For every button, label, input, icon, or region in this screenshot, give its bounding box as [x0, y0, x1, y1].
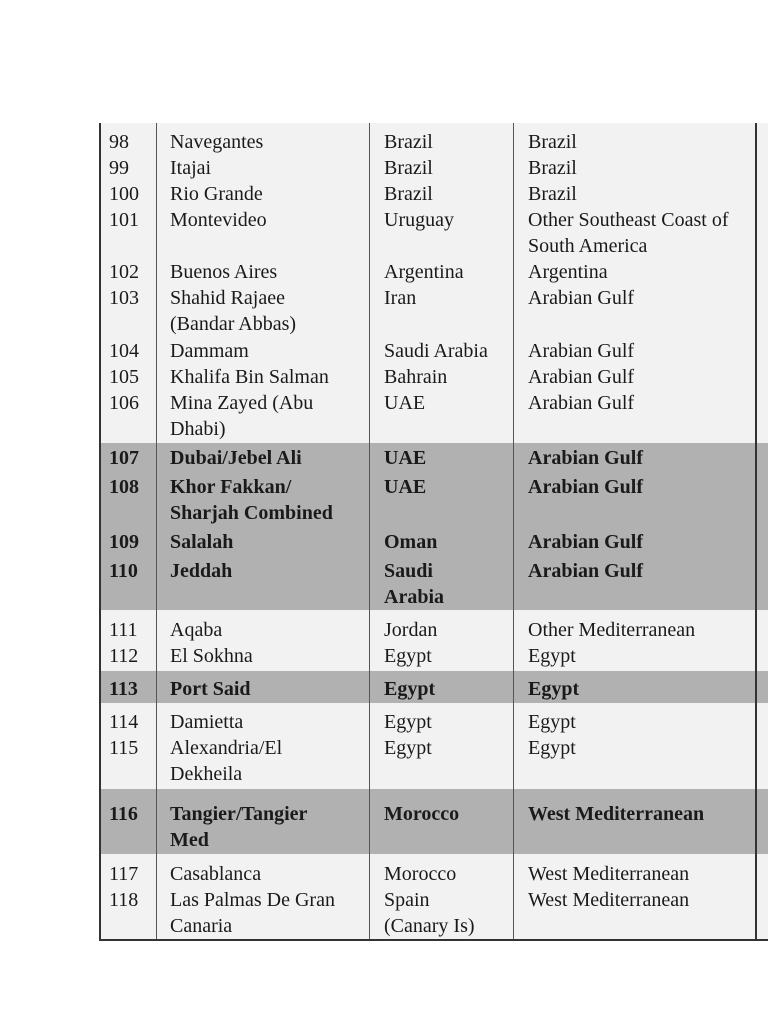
port-cell: Rio Grande	[170, 183, 263, 205]
rank-cell: 100	[109, 183, 139, 205]
rank-cell: 111	[109, 619, 138, 641]
region-cell: Arabian Gulf	[528, 340, 635, 362]
rank-cell: 110	[109, 560, 138, 582]
rank-cell: 117	[109, 863, 139, 885]
port-cell: Salalah	[170, 531, 234, 553]
rank-cell: 101	[109, 209, 139, 231]
port-cell: Mina Zayed (Abu Dhabi)	[170, 392, 314, 440]
country-cell: Egypt	[384, 645, 432, 667]
country-cell: UAE	[384, 447, 427, 469]
country-cell: Morocco	[384, 803, 460, 825]
country-cell: Egypt	[384, 737, 432, 759]
port-cell: Tangier/Tangier Med	[170, 803, 308, 851]
region-cell: Egypt	[528, 711, 576, 733]
region-cell: Arabian Gulf	[528, 531, 644, 553]
port-cell: Casablanca	[170, 863, 262, 885]
country-cell: Egypt	[384, 678, 436, 700]
country-cell: Spain (Canary Is)	[384, 889, 475, 937]
country-cell: Brazil	[384, 183, 433, 205]
country-cell: UAE	[384, 392, 426, 414]
port-cell: Buenos Aires	[170, 261, 278, 283]
country-cell: Egypt	[384, 711, 432, 733]
rank-cell: 116	[109, 803, 138, 825]
country-cell: Argentina	[384, 261, 464, 283]
rank-cell: 108	[109, 476, 139, 498]
rank-cell: 102	[109, 261, 139, 283]
rank-cell: 114	[109, 711, 139, 733]
country-cell: UAE	[384, 476, 427, 498]
column-divider	[369, 123, 370, 939]
country-cell: Morocco	[384, 863, 457, 885]
region-cell: Arabian Gulf	[528, 366, 635, 388]
rank-cell: 106	[109, 392, 139, 414]
rank-cell: 105	[109, 366, 139, 388]
port-cell: El Sokhna	[170, 645, 253, 667]
port-cell: Aqaba	[170, 619, 223, 641]
port-ranking-table	[99, 123, 768, 941]
region-cell: Brazil	[528, 183, 577, 205]
port-cell: Khor Fakkan/ Sharjah Combined	[170, 476, 333, 524]
rank-cell: 107	[109, 447, 139, 469]
region-cell: Arabian Gulf	[528, 560, 644, 582]
port-cell: Dubai/Jebel Ali	[170, 447, 302, 469]
port-cell: Montevideo	[170, 209, 267, 231]
region-cell: Argentina	[528, 261, 608, 283]
port-cell: Alexandria/El Dekheila	[170, 737, 283, 785]
port-cell: Damietta	[170, 711, 244, 733]
country-cell: Uruguay	[384, 209, 454, 231]
country-cell: Oman	[384, 531, 438, 553]
region-cell: West Mediterranean	[528, 863, 690, 885]
port-cell: Jeddah	[170, 560, 233, 582]
region-cell: Arabian Gulf	[528, 287, 635, 309]
region-cell: Brazil	[528, 157, 577, 179]
table-right-border	[755, 123, 757, 939]
port-cell: Shahid Rajaee (Bandar Abbas)	[170, 287, 297, 335]
rank-cell: 98	[109, 131, 129, 153]
region-cell: Arabian Gulf	[528, 476, 644, 498]
column-divider	[513, 123, 514, 939]
port-cell: Las Palmas De Gran Canaria	[170, 889, 335, 937]
rank-cell: 99	[109, 157, 129, 179]
region-cell: Egypt	[528, 678, 580, 700]
region-cell: Other Southeast Coast of South America	[528, 209, 729, 257]
region-cell: Arabian Gulf	[528, 447, 644, 469]
region-cell: Egypt	[528, 645, 576, 667]
port-cell: Navegantes	[170, 131, 264, 153]
country-cell: Iran	[384, 287, 417, 309]
rank-cell: 118	[109, 889, 139, 911]
rank-cell: 112	[109, 645, 139, 667]
rank-cell: 115	[109, 737, 139, 759]
country-cell: Jordan	[384, 619, 438, 641]
region-cell: Arabian Gulf	[528, 392, 635, 414]
country-cell: Saudi Arabia	[384, 340, 488, 362]
region-cell: Brazil	[528, 131, 577, 153]
rank-cell: 113	[109, 678, 138, 700]
country-cell: Brazil	[384, 157, 433, 179]
port-cell: Itajai	[170, 157, 212, 179]
country-cell: Saudi Arabia	[384, 560, 444, 608]
port-cell: Port Said	[170, 678, 251, 700]
port-cell: Dammam	[170, 340, 249, 362]
region-cell: West Mediterranean	[528, 803, 705, 825]
country-cell: Brazil	[384, 131, 433, 153]
rank-cell: 109	[109, 531, 139, 553]
port-cell: Khalifa Bin Salman	[170, 366, 329, 388]
region-cell: West Mediterranean	[528, 889, 690, 911]
column-divider	[156, 123, 157, 939]
region-cell: Egypt	[528, 737, 576, 759]
rank-cell: 104	[109, 340, 139, 362]
rank-cell: 103	[109, 287, 139, 309]
country-cell: Bahrain	[384, 366, 448, 388]
region-cell: Other Mediterranean	[528, 619, 696, 641]
